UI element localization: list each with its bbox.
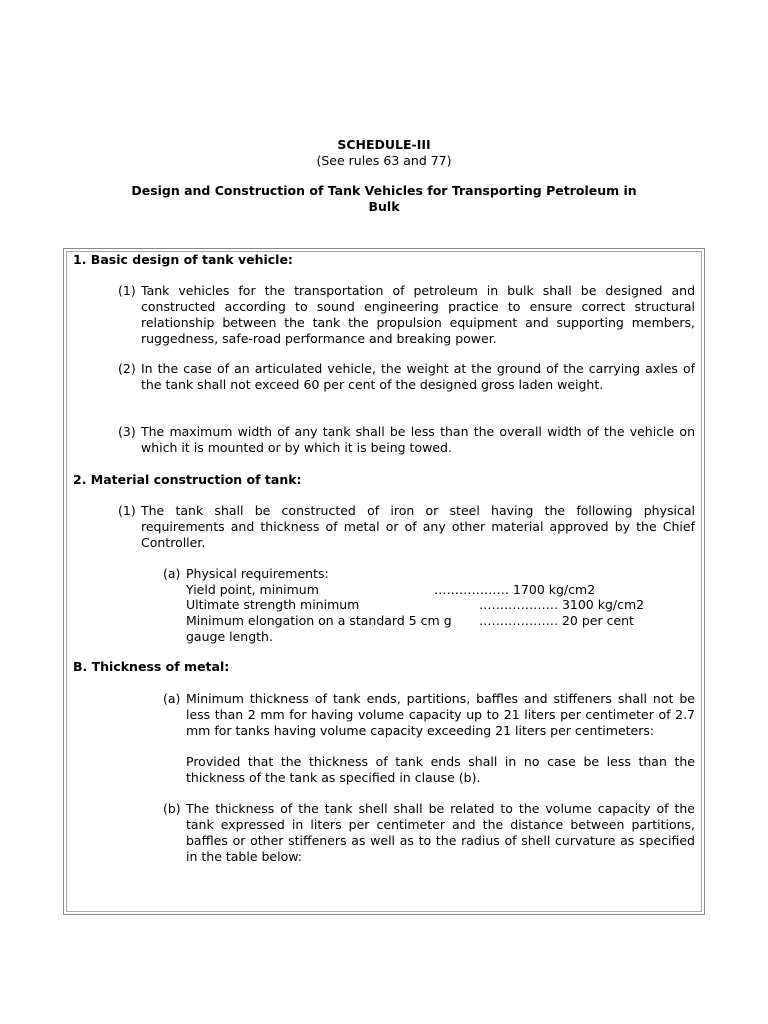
s1-item-3-number: (3) bbox=[118, 424, 136, 439]
rules-reference: (See rules 63 and 77) bbox=[316, 153, 452, 168]
gauge-length-text: gauge length. bbox=[186, 629, 273, 644]
section-b-heading: B. Thickness of metal: bbox=[73, 659, 230, 674]
yield-point-value: ……………… 1700 kg/cm2 bbox=[434, 582, 596, 597]
schedule-title: SCHEDULE-III bbox=[337, 137, 431, 152]
physical-req-title: Physical requirements: bbox=[186, 566, 329, 581]
sb-proviso-text: Provided that the thickness of tank ends shall in no case be less than the thickness of the tank as specified in clause (b). bbox=[186, 754, 695, 785]
section-1-heading: 1. Basic design of tank vehicle: bbox=[73, 252, 293, 267]
s1-item-1-text: Tank vehicles for the transportation of petroleum in bulk shall be designed and constructed according to sound engineering practice to ensure correct structural relationship between the tank the propulsion equipment and supporting members, ruggedness, safe-road performance and breaking power. bbox=[141, 283, 695, 346]
s1-item-2-number: (2) bbox=[118, 361, 136, 376]
s1-item-3-text: The maximum width of any tank shall be less than the overall width of the vehicle on which it is mounted or by which it is being towed. bbox=[141, 424, 695, 455]
yield-point-label: Yield point, minimum bbox=[186, 582, 319, 597]
ultimate-strength-value: ………………. 3100 kg/cm2 bbox=[479, 597, 645, 612]
min-elongation-value: ………………. 20 per cent bbox=[479, 613, 634, 628]
ultimate-strength-label: Ultimate strength minimum bbox=[186, 597, 360, 612]
s1-item-1-number: (1) bbox=[118, 283, 136, 298]
sb-item-b-text: The thickness of the tank shell shall be related to the volume capacity of the tank expressed in liters per centimeter and the distance between partitions, baffles or other stiffeners as well as to the radius of shell curvature as specified in the table below: bbox=[186, 801, 695, 864]
sb-item-a-text: Minimum thickness of tank ends, partitions, baffles and stiffeners shall not be less than 2 mm for having volume capacity up to 21 liters per centimeter of 2.7 mm for tanks having volume capacity exceeding 21 liters per centimeters: bbox=[186, 691, 695, 738]
s2-item-1-number: (1) bbox=[118, 503, 136, 518]
physical-req-number: (a) bbox=[163, 566, 181, 581]
section-2-heading: 2. Material construction of tank: bbox=[73, 472, 302, 487]
document-title: Design and Construction of Tank Vehicles for Transporting Petroleum in Bulk bbox=[131, 183, 637, 214]
min-elongation-label: Minimum elongation on a standard 5 cm g bbox=[186, 613, 452, 628]
sb-item-b-number: (b) bbox=[163, 801, 181, 816]
s1-item-2-text: In the case of an articulated vehicle, the weight at the ground of the carrying axles of the tank shall not exceed 60 per cent of the designed gross laden weight. bbox=[141, 361, 695, 392]
document-header bbox=[0, 137, 768, 215]
sb-item-a-number: (a) bbox=[163, 691, 181, 706]
s2-item-1-text: The tank shall be constructed of iron or steel having the following physical requirements and thickness of metal or of any other material approved by the Chief Controller. bbox=[141, 503, 695, 550]
